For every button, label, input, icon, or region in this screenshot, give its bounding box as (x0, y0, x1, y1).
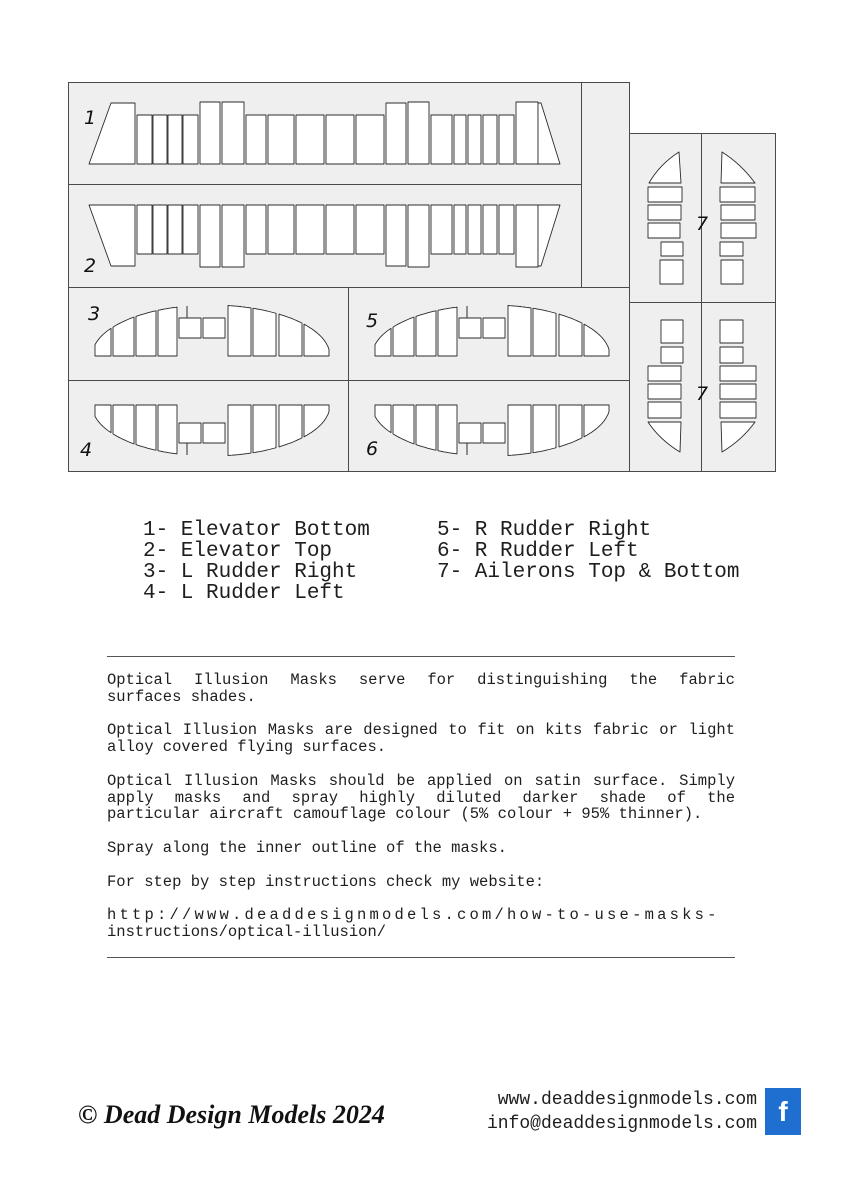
legend-right-column (437, 520, 739, 583)
aileron-mask-piece (648, 223, 680, 238)
elevator-bottom-mask-piece (468, 115, 481, 164)
paragraph (107, 773, 735, 823)
text-line: particular aircraft camouflage colour (5% colour + 95% thinner). (107, 805, 703, 824)
elevator-bottom-mask-piece (137, 115, 152, 164)
elevator-bottom-mask-piece (168, 115, 182, 164)
elevator-bottom-mask-piece (222, 102, 244, 164)
legend-item: 3- L Rudder Right (143, 561, 358, 584)
elevator-top-mask-piece (516, 205, 538, 267)
r-rudder-left-mask-piece (533, 405, 556, 453)
elevator-top-mask-piece (246, 205, 266, 254)
panel-background (582, 83, 630, 288)
divider (107, 656, 735, 657)
l-rudder-left-mask-center-piece (203, 423, 225, 443)
legend-item: 6- R Rudder Left (437, 540, 639, 563)
text-line: Spray along the inner outline of the masks. (107, 838, 507, 857)
elevator-bottom-mask-piece (268, 115, 294, 164)
elevator-top-mask-piece (326, 205, 354, 254)
text-line: alloy covered flying surfaces. (107, 738, 387, 757)
copyright-notice: © Dead Design Models 2024 (78, 1100, 385, 1129)
aileron-mask-piece (648, 205, 681, 220)
panel-ailerons (630, 134, 776, 472)
elevator-top-mask-piece (468, 205, 481, 254)
url-line: instructions/optical-illusion/ (107, 922, 387, 941)
panel-r-rudder-right (349, 288, 630, 381)
elevator-top-mask-piece (153, 205, 167, 254)
aileron-mask-piece (661, 242, 683, 256)
panel-number: 6 (366, 438, 379, 460)
elevator-top-mask-piece (454, 205, 466, 254)
aileron-mask-piece (660, 260, 683, 284)
elevator-bottom-mask-piece (200, 102, 220, 164)
legend-item: 7- Ailerons Top & Bottom (437, 561, 740, 584)
elevator-top-mask-piece (200, 205, 220, 267)
url-line: http://www.deaddesignmodels.com/how-to-use-masks- (107, 906, 720, 925)
elevator-bottom-mask-piece (183, 115, 198, 164)
elevator-top-mask-piece (499, 205, 514, 254)
text-line: apply masks and spray highly diluted darker shade of the (107, 788, 735, 807)
elevator-top-mask-piece (386, 205, 406, 266)
r-rudder-right-mask-piece (416, 311, 436, 356)
text-line: For step by step instructions check my website: (107, 872, 545, 891)
elevator-bottom-mask-piece (516, 102, 538, 164)
aileron-mask-piece (720, 187, 755, 202)
elevator-top-mask-piece (431, 205, 452, 254)
elevator-bottom-mask-piece (386, 103, 406, 164)
elevator-bottom-mask-piece (326, 115, 354, 164)
panel-r-rudder-left (349, 381, 630, 472)
elevator-bottom-mask-piece (431, 115, 452, 164)
elevator-bottom-mask-piece (246, 115, 266, 164)
r-rudder-left-mask-piece (416, 405, 436, 450)
aileron-mask-piece (720, 402, 756, 418)
aileron-mask-piece (648, 402, 681, 418)
l-rudder-right-mask-center-piece (179, 318, 201, 338)
elevator-top-mask-piece (356, 205, 384, 254)
elevator-top-mask-piece (408, 205, 429, 267)
aileron-mask-piece (721, 260, 743, 284)
mask-sheet (0, 0, 843, 500)
panel-number: 7 (696, 383, 709, 405)
facebook-icon (765, 1088, 801, 1135)
elevator-top-mask-piece (483, 205, 497, 254)
panel-l-rudder-right (69, 288, 349, 381)
r-rudder-right-mask-piece (533, 308, 556, 356)
l-rudder-right-mask-center-piece (203, 318, 225, 338)
text-line: Optical Illusion Masks serve for distinguishing the fabric (107, 671, 735, 689)
panel-number: 5 (366, 310, 379, 332)
aileron-mask-piece (721, 205, 755, 220)
aileron-mask-piece (720, 347, 743, 363)
elevator-bottom-mask-piece (483, 115, 497, 164)
panel-number: 2 (84, 255, 97, 277)
l-rudder-left-mask-piece (253, 405, 276, 453)
panel-elevator-bottom (69, 83, 582, 185)
elevator-bottom-mask-piece (296, 115, 324, 164)
text-line: Optical Illusion Masks should be applied on satin surface. Simply (107, 771, 735, 790)
elevator-top-mask-piece (222, 205, 244, 267)
aileron-mask-piece (648, 384, 681, 399)
text-line: surfaces shades. (107, 687, 256, 706)
r-rudder-left-mask-piece (508, 405, 531, 456)
aileron-mask-piece (720, 384, 756, 399)
elevator-bottom-mask-piece (356, 115, 384, 164)
legend-item: 5- R Rudder Right (437, 519, 652, 542)
panel-number: 7 (696, 213, 709, 235)
r-rudder-right-mask-piece (438, 307, 457, 356)
legend-left-column (143, 520, 370, 604)
legend-item: 1- Elevator Bottom (143, 519, 370, 542)
l-rudder-left-mask-piece (228, 405, 251, 456)
aileron-mask-piece (720, 320, 743, 343)
aileron-mask-piece (721, 223, 756, 238)
aileron-mask-piece (720, 242, 743, 256)
paragraph (107, 672, 735, 706)
panel-number: 4 (80, 439, 93, 461)
elevator-top-mask-piece (137, 205, 152, 254)
aileron-mask-piece (661, 347, 683, 363)
l-rudder-right-mask-piece (136, 311, 156, 356)
website-text: www.deaddesignmodels.com (497, 1090, 757, 1110)
aileron-mask-piece (648, 187, 682, 202)
panel-spare-cell (582, 83, 630, 288)
elevator-bottom-mask-piece (408, 102, 429, 164)
paragraph (107, 874, 735, 891)
l-rudder-left-mask-piece (158, 405, 177, 454)
l-rudder-right-mask-piece (228, 306, 251, 357)
r-rudder-left-mask-center-piece (483, 423, 505, 443)
r-rudder-right-mask-piece (508, 306, 531, 357)
paragraph (107, 722, 735, 756)
facebook-glyph: f (778, 1096, 788, 1127)
legend-item: 2- Elevator Top (143, 540, 333, 563)
panel-number: 1 (84, 107, 97, 129)
r-rudder-left-mask-piece (438, 405, 457, 454)
aileron-mask-piece (648, 366, 681, 381)
contact-info (487, 1088, 757, 1136)
email-text: info@deaddesignmodels.com (486, 1114, 757, 1134)
legend-item: 4- L Rudder Left (143, 582, 345, 605)
website-url (107, 907, 735, 941)
r-rudder-left-mask-center-piece (459, 423, 481, 443)
instructions-text (107, 672, 735, 958)
aileron-mask-piece (661, 320, 683, 343)
elevator-bottom-mask-piece (153, 115, 167, 164)
panel-number: 3 (88, 303, 101, 325)
elevator-top-mask-piece (183, 205, 198, 254)
l-rudder-left-mask-piece (136, 405, 156, 450)
paragraph (107, 840, 735, 857)
l-rudder-left-mask-center-piece (179, 423, 201, 443)
l-rudder-right-mask-piece (158, 307, 177, 356)
elevator-top-mask-piece (296, 205, 324, 254)
elevator-bottom-mask-piece (454, 115, 466, 164)
panel-l-rudder-left (69, 381, 349, 472)
elevator-top-mask-piece (268, 205, 294, 254)
l-rudder-right-mask-piece (253, 308, 276, 356)
panel-elevator-top (69, 185, 582, 288)
text-line: Optical Illusion Masks are designed to fit on kits fabric or light (107, 721, 735, 740)
divider (107, 957, 735, 958)
elevator-top-mask-piece (168, 205, 182, 254)
r-rudder-right-mask-center-piece (483, 318, 505, 338)
elevator-bottom-mask-piece (499, 115, 514, 164)
aileron-mask-piece (720, 366, 756, 381)
r-rudder-right-mask-center-piece (459, 318, 481, 338)
